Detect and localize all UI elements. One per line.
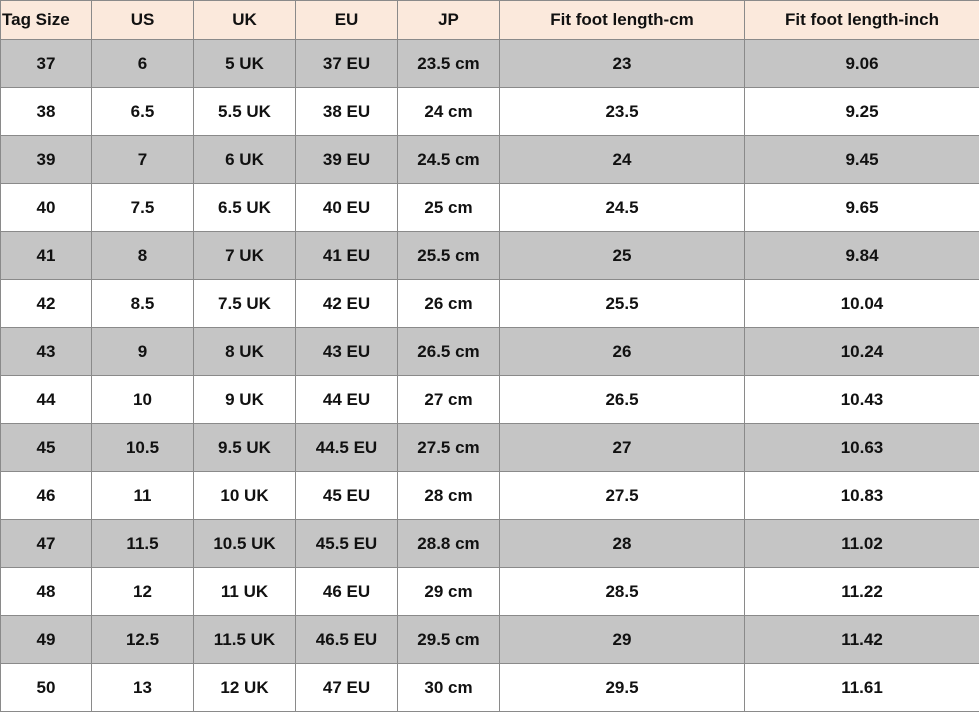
cell-jp: 27.5 cm <box>398 424 500 472</box>
cell-uk: 8 UK <box>194 328 296 376</box>
cell-eu: 46 EU <box>296 568 398 616</box>
cell-foot-length-inch: 10.24 <box>745 328 979 376</box>
cell-eu: 43 EU <box>296 328 398 376</box>
cell-jp: 24.5 cm <box>398 136 500 184</box>
cell-eu: 42 EU <box>296 280 398 328</box>
cell-foot-length-cm: 26.5 <box>500 376 745 424</box>
table-row <box>1 280 979 328</box>
table-row <box>1 520 979 568</box>
cell-uk: 11 UK <box>194 568 296 616</box>
cell-eu: 41 EU <box>296 232 398 280</box>
cell-uk: 6.5 UK <box>194 184 296 232</box>
cell-foot-length-inch: 11.02 <box>745 520 979 568</box>
cell-uk: 10.5 UK <box>194 520 296 568</box>
cell-foot-length-inch: 9.45 <box>745 136 979 184</box>
cell-foot-length-cm: 29.5 <box>500 664 745 712</box>
table-row <box>1 664 979 712</box>
cell-foot-length-cm: 23 <box>500 40 745 88</box>
cell-eu: 40 EU <box>296 184 398 232</box>
cell-foot-length-cm: 25.5 <box>500 280 745 328</box>
cell-uk: 7.5 UK <box>194 280 296 328</box>
cell-foot-length-inch: 10.04 <box>745 280 979 328</box>
header-eu: EU <box>296 1 398 40</box>
cell-foot-length-cm: 27.5 <box>500 472 745 520</box>
cell-eu: 45.5 EU <box>296 520 398 568</box>
cell-eu: 38 EU <box>296 88 398 136</box>
cell-foot-length-inch: 10.83 <box>745 472 979 520</box>
cell-jp: 26 cm <box>398 280 500 328</box>
cell-eu: 37 EU <box>296 40 398 88</box>
cell-eu: 44.5 EU <box>296 424 398 472</box>
cell-us: 7.5 <box>92 184 194 232</box>
cell-uk: 9.5 UK <box>194 424 296 472</box>
cell-us: 9 <box>92 328 194 376</box>
cell-eu: 45 EU <box>296 472 398 520</box>
table-row <box>1 616 979 664</box>
table-row <box>1 136 979 184</box>
cell-uk: 7 UK <box>194 232 296 280</box>
cell-foot-length-cm: 28.5 <box>500 568 745 616</box>
cell-eu: 46.5 EU <box>296 616 398 664</box>
cell-jp: 23.5 cm <box>398 40 500 88</box>
cell-uk: 11.5 UK <box>194 616 296 664</box>
cell-us: 12 <box>92 568 194 616</box>
cell-uk: 10 UK <box>194 472 296 520</box>
cell-foot-length-inch: 11.61 <box>745 664 979 712</box>
cell-jp: 30 cm <box>398 664 500 712</box>
cell-foot-length-inch: 10.43 <box>745 376 979 424</box>
cell-foot-length-cm: 23.5 <box>500 88 745 136</box>
table-header <box>1 1 979 40</box>
table-row <box>1 424 979 472</box>
table-row <box>1 40 979 88</box>
header-foot-length-cm: Fit foot length-cm <box>500 1 745 40</box>
cell-uk: 6 UK <box>194 136 296 184</box>
cell-us: 6.5 <box>92 88 194 136</box>
cell-eu: 39 EU <box>296 136 398 184</box>
cell-tag-size: 45 <box>1 424 92 472</box>
cell-us: 7 <box>92 136 194 184</box>
cell-foot-length-inch: 9.84 <box>745 232 979 280</box>
cell-tag-size: 42 <box>1 280 92 328</box>
cell-foot-length-cm: 24 <box>500 136 745 184</box>
cell-tag-size: 49 <box>1 616 92 664</box>
cell-tag-size: 41 <box>1 232 92 280</box>
table-row <box>1 88 979 136</box>
cell-uk: 12 UK <box>194 664 296 712</box>
header-tag-size: Tag Size <box>1 1 92 40</box>
cell-tag-size: 46 <box>1 472 92 520</box>
cell-foot-length-inch: 9.65 <box>745 184 979 232</box>
cell-jp: 29 cm <box>398 568 500 616</box>
cell-us: 11.5 <box>92 520 194 568</box>
cell-tag-size: 47 <box>1 520 92 568</box>
cell-us: 8 <box>92 232 194 280</box>
cell-jp: 28.8 cm <box>398 520 500 568</box>
cell-tag-size: 40 <box>1 184 92 232</box>
table-row <box>1 328 979 376</box>
cell-uk: 9 UK <box>194 376 296 424</box>
cell-us: 12.5 <box>92 616 194 664</box>
cell-tag-size: 44 <box>1 376 92 424</box>
cell-foot-length-inch: 11.42 <box>745 616 979 664</box>
header-jp: JP <box>398 1 500 40</box>
cell-foot-length-cm: 28 <box>500 520 745 568</box>
header-us: US <box>92 1 194 40</box>
table-row <box>1 472 979 520</box>
cell-tag-size: 39 <box>1 136 92 184</box>
table-row <box>1 568 979 616</box>
cell-foot-length-cm: 25 <box>500 232 745 280</box>
cell-us: 13 <box>92 664 194 712</box>
cell-eu: 44 EU <box>296 376 398 424</box>
cell-tag-size: 38 <box>1 88 92 136</box>
cell-jp: 26.5 cm <box>398 328 500 376</box>
cell-us: 10 <box>92 376 194 424</box>
header-foot-length-inch: Fit foot length-inch <box>745 1 979 40</box>
cell-jp: 24 cm <box>398 88 500 136</box>
cell-us: 11 <box>92 472 194 520</box>
cell-us: 10.5 <box>92 424 194 472</box>
cell-eu: 47 EU <box>296 664 398 712</box>
cell-tag-size: 37 <box>1 40 92 88</box>
cell-jp: 25.5 cm <box>398 232 500 280</box>
cell-foot-length-inch: 9.25 <box>745 88 979 136</box>
table-row <box>1 184 979 232</box>
header-uk: UK <box>194 1 296 40</box>
cell-foot-length-cm: 27 <box>500 424 745 472</box>
cell-tag-size: 43 <box>1 328 92 376</box>
cell-foot-length-cm: 26 <box>500 328 745 376</box>
cell-foot-length-cm: 29 <box>500 616 745 664</box>
cell-jp: 29.5 cm <box>398 616 500 664</box>
cell-uk: 5.5 UK <box>194 88 296 136</box>
table-row <box>1 376 979 424</box>
table-row <box>1 232 979 280</box>
cell-tag-size: 50 <box>1 664 92 712</box>
cell-jp: 28 cm <box>398 472 500 520</box>
header-row <box>1 1 979 40</box>
cell-foot-length-inch: 11.22 <box>745 568 979 616</box>
cell-us: 6 <box>92 40 194 88</box>
cell-foot-length-inch: 9.06 <box>745 40 979 88</box>
cell-jp: 27 cm <box>398 376 500 424</box>
table-body <box>1 40 979 712</box>
cell-foot-length-inch: 10.63 <box>745 424 979 472</box>
cell-uk: 5 UK <box>194 40 296 88</box>
cell-jp: 25 cm <box>398 184 500 232</box>
cell-us: 8.5 <box>92 280 194 328</box>
cell-foot-length-cm: 24.5 <box>500 184 745 232</box>
cell-tag-size: 48 <box>1 568 92 616</box>
